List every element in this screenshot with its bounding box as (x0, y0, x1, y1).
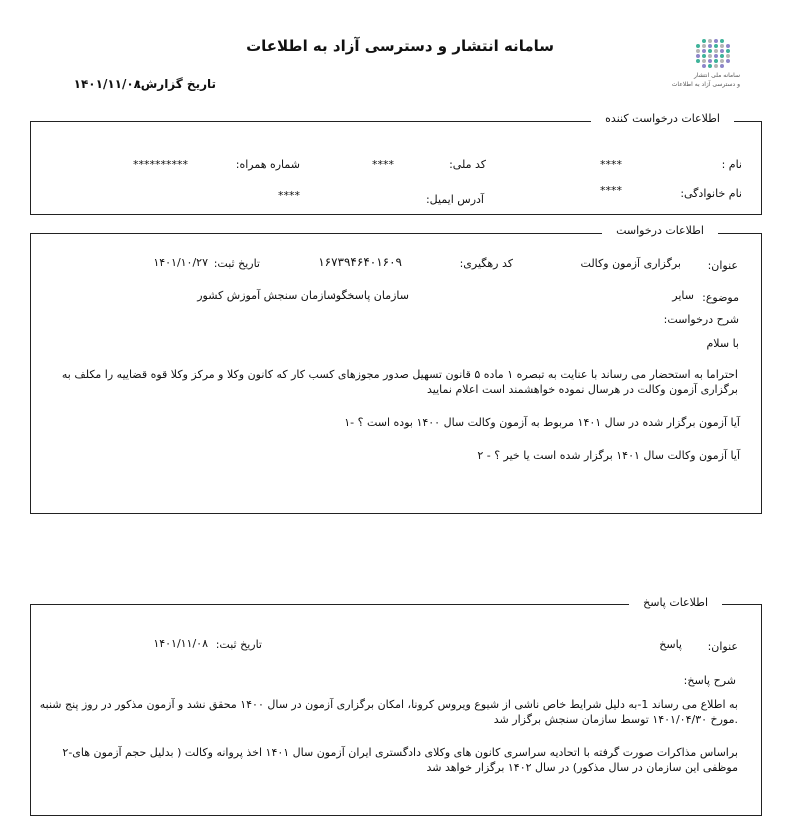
name-label: نام : (721, 158, 742, 171)
response-legend: اطلاعات پاسخ (629, 596, 722, 609)
greeting: با سلام (706, 337, 739, 350)
logo-dot (702, 59, 706, 63)
logo-dot (702, 44, 706, 48)
logo-dot (702, 49, 706, 53)
logo-dot (696, 59, 700, 63)
question-1: آیا آزمون برگزار شده در سال ۱۴۰۱ مربوط به آزمون وکالت سال ۱۴۰۰ بوده است ؟ -۱ (344, 416, 740, 429)
logo-dot (708, 44, 712, 48)
logo-dot (714, 44, 718, 48)
logo-dot (726, 54, 730, 58)
responder-value: سازمان سنجش آموزش کشور (197, 289, 336, 302)
request-date-label: تاریخ ثبت: (213, 257, 260, 270)
logo-dot (714, 49, 718, 53)
report-date-value: ۱۴۰۱/۱۱/۰۸ (73, 77, 141, 91)
logo-dot (726, 44, 730, 48)
logo-dot (720, 44, 724, 48)
page-title: سامانه انتشار و دسترسی آزاد به اطلاعات (246, 37, 554, 55)
response-title-label: عنوان: (707, 640, 738, 653)
logo-dot (702, 54, 706, 58)
logo-dot (696, 54, 700, 58)
logo-dot (696, 49, 700, 53)
response-date-label: تاریخ ثبت: (215, 638, 262, 651)
logo-dot (726, 49, 730, 53)
response-paragraph-2: براساس مذاکرات صورت گرفته با اتحادیه سراسری کانون های وکلای دادگستری ایران آزمون سال ۱۴۰۱ اخذ پروانه وکالت ( بدلیل حجم آزمون های-۲ موظفی این سازمان در سال مذکور) در سال ۱۴۰۲ برگزار خواهد شد (62, 746, 738, 774)
logo-dot (696, 44, 700, 48)
report-date-label: تاریخ گزارش: (135, 77, 216, 91)
logo-dot (720, 64, 724, 68)
tracking-label: کد رهگیری: (459, 257, 513, 270)
tracking-value: ۱۶۷۳۹۴۶۴۰۱۶۰۹ (318, 255, 402, 269)
request-title-value: برگزاری آزمون وکالت (580, 257, 681, 270)
logo-dot (720, 39, 724, 43)
logo-dot (714, 54, 718, 58)
request-desc-label: شرح درخواست: (663, 313, 739, 326)
requester-legend: اطلاعات درخواست کننده (591, 112, 734, 125)
logo-dot (714, 39, 718, 43)
logo-dot (708, 49, 712, 53)
mobile-value: ********** (133, 158, 188, 171)
email-label: آدرس ایمیل: (425, 193, 484, 206)
logo-dot (714, 59, 718, 63)
response-title-value: پاسخ (659, 638, 682, 651)
logo-dot (708, 64, 712, 68)
subject-value: سایر (672, 289, 694, 302)
logo-dot (702, 64, 706, 68)
subject-label: موضوع: (702, 291, 739, 304)
logo-dot (720, 54, 724, 58)
logo-dot (708, 39, 712, 43)
logo-dot (708, 54, 712, 58)
national-code-label: کد ملی: (449, 158, 486, 171)
logo-caption-1: سامانه ملی انتشار (693, 72, 740, 79)
mobile-label: شماره همراه: (235, 158, 300, 171)
logo-caption-2: و دسترسی آزاد به اطلاعات (671, 81, 740, 88)
request-title-label: عنوان: (707, 259, 738, 272)
family-label: نام خانوادگی: (680, 187, 742, 200)
logo-dot (720, 59, 724, 63)
response-desc-label: شرح پاسخ: (683, 674, 736, 687)
name-value: **** (600, 158, 622, 171)
logo-dot (726, 59, 730, 63)
responder-label: سازمان پاسخگو: (332, 289, 409, 302)
family-value: **** (600, 184, 622, 197)
request-legend: اطلاعات درخواست (602, 224, 718, 237)
request-date-value: ۱۴۰۱/۱۰/۲۷ (153, 256, 208, 269)
response-paragraph-1: به اطلاع می رساند 1-به دلیل شرایط خاص ناشی از شیوع ویروس کرونا، امکان برگزاری آزمون در سال ۱۴۰۰ محقق نشد و آزمون مذکور در روز پنج شنبه .مورخ ۱۴۰۱/۰۴/۳۰ توسط سازمان سنجش برگزار شد (39, 698, 738, 726)
question-2: آیا آزمون وکالت سال ۱۴۰۱ برگزار شده است یا خیر ؟ - ۲ (477, 449, 740, 462)
logo-dot (702, 39, 706, 43)
logo-dot (720, 49, 724, 53)
national-code-value: **** (372, 158, 394, 171)
logo-dot (714, 64, 718, 68)
logo-dot (708, 59, 712, 63)
request-paragraph: احتراما به استحضار می رساند با عنایت به تبصره ۱ ماده ۵ قانون تسهیل صدور مجوزهای کسب کار که کانون وکلا و مرکز وکلا قوه قضاییه را مکلف به برگزاری آزمون وکالت در هرسال نموده خواهشمند است اعلام نمایید (61, 368, 738, 396)
response-date-value: ۱۴۰۱/۱۱/۰۸ (153, 637, 208, 650)
email-value: **** (278, 189, 300, 202)
